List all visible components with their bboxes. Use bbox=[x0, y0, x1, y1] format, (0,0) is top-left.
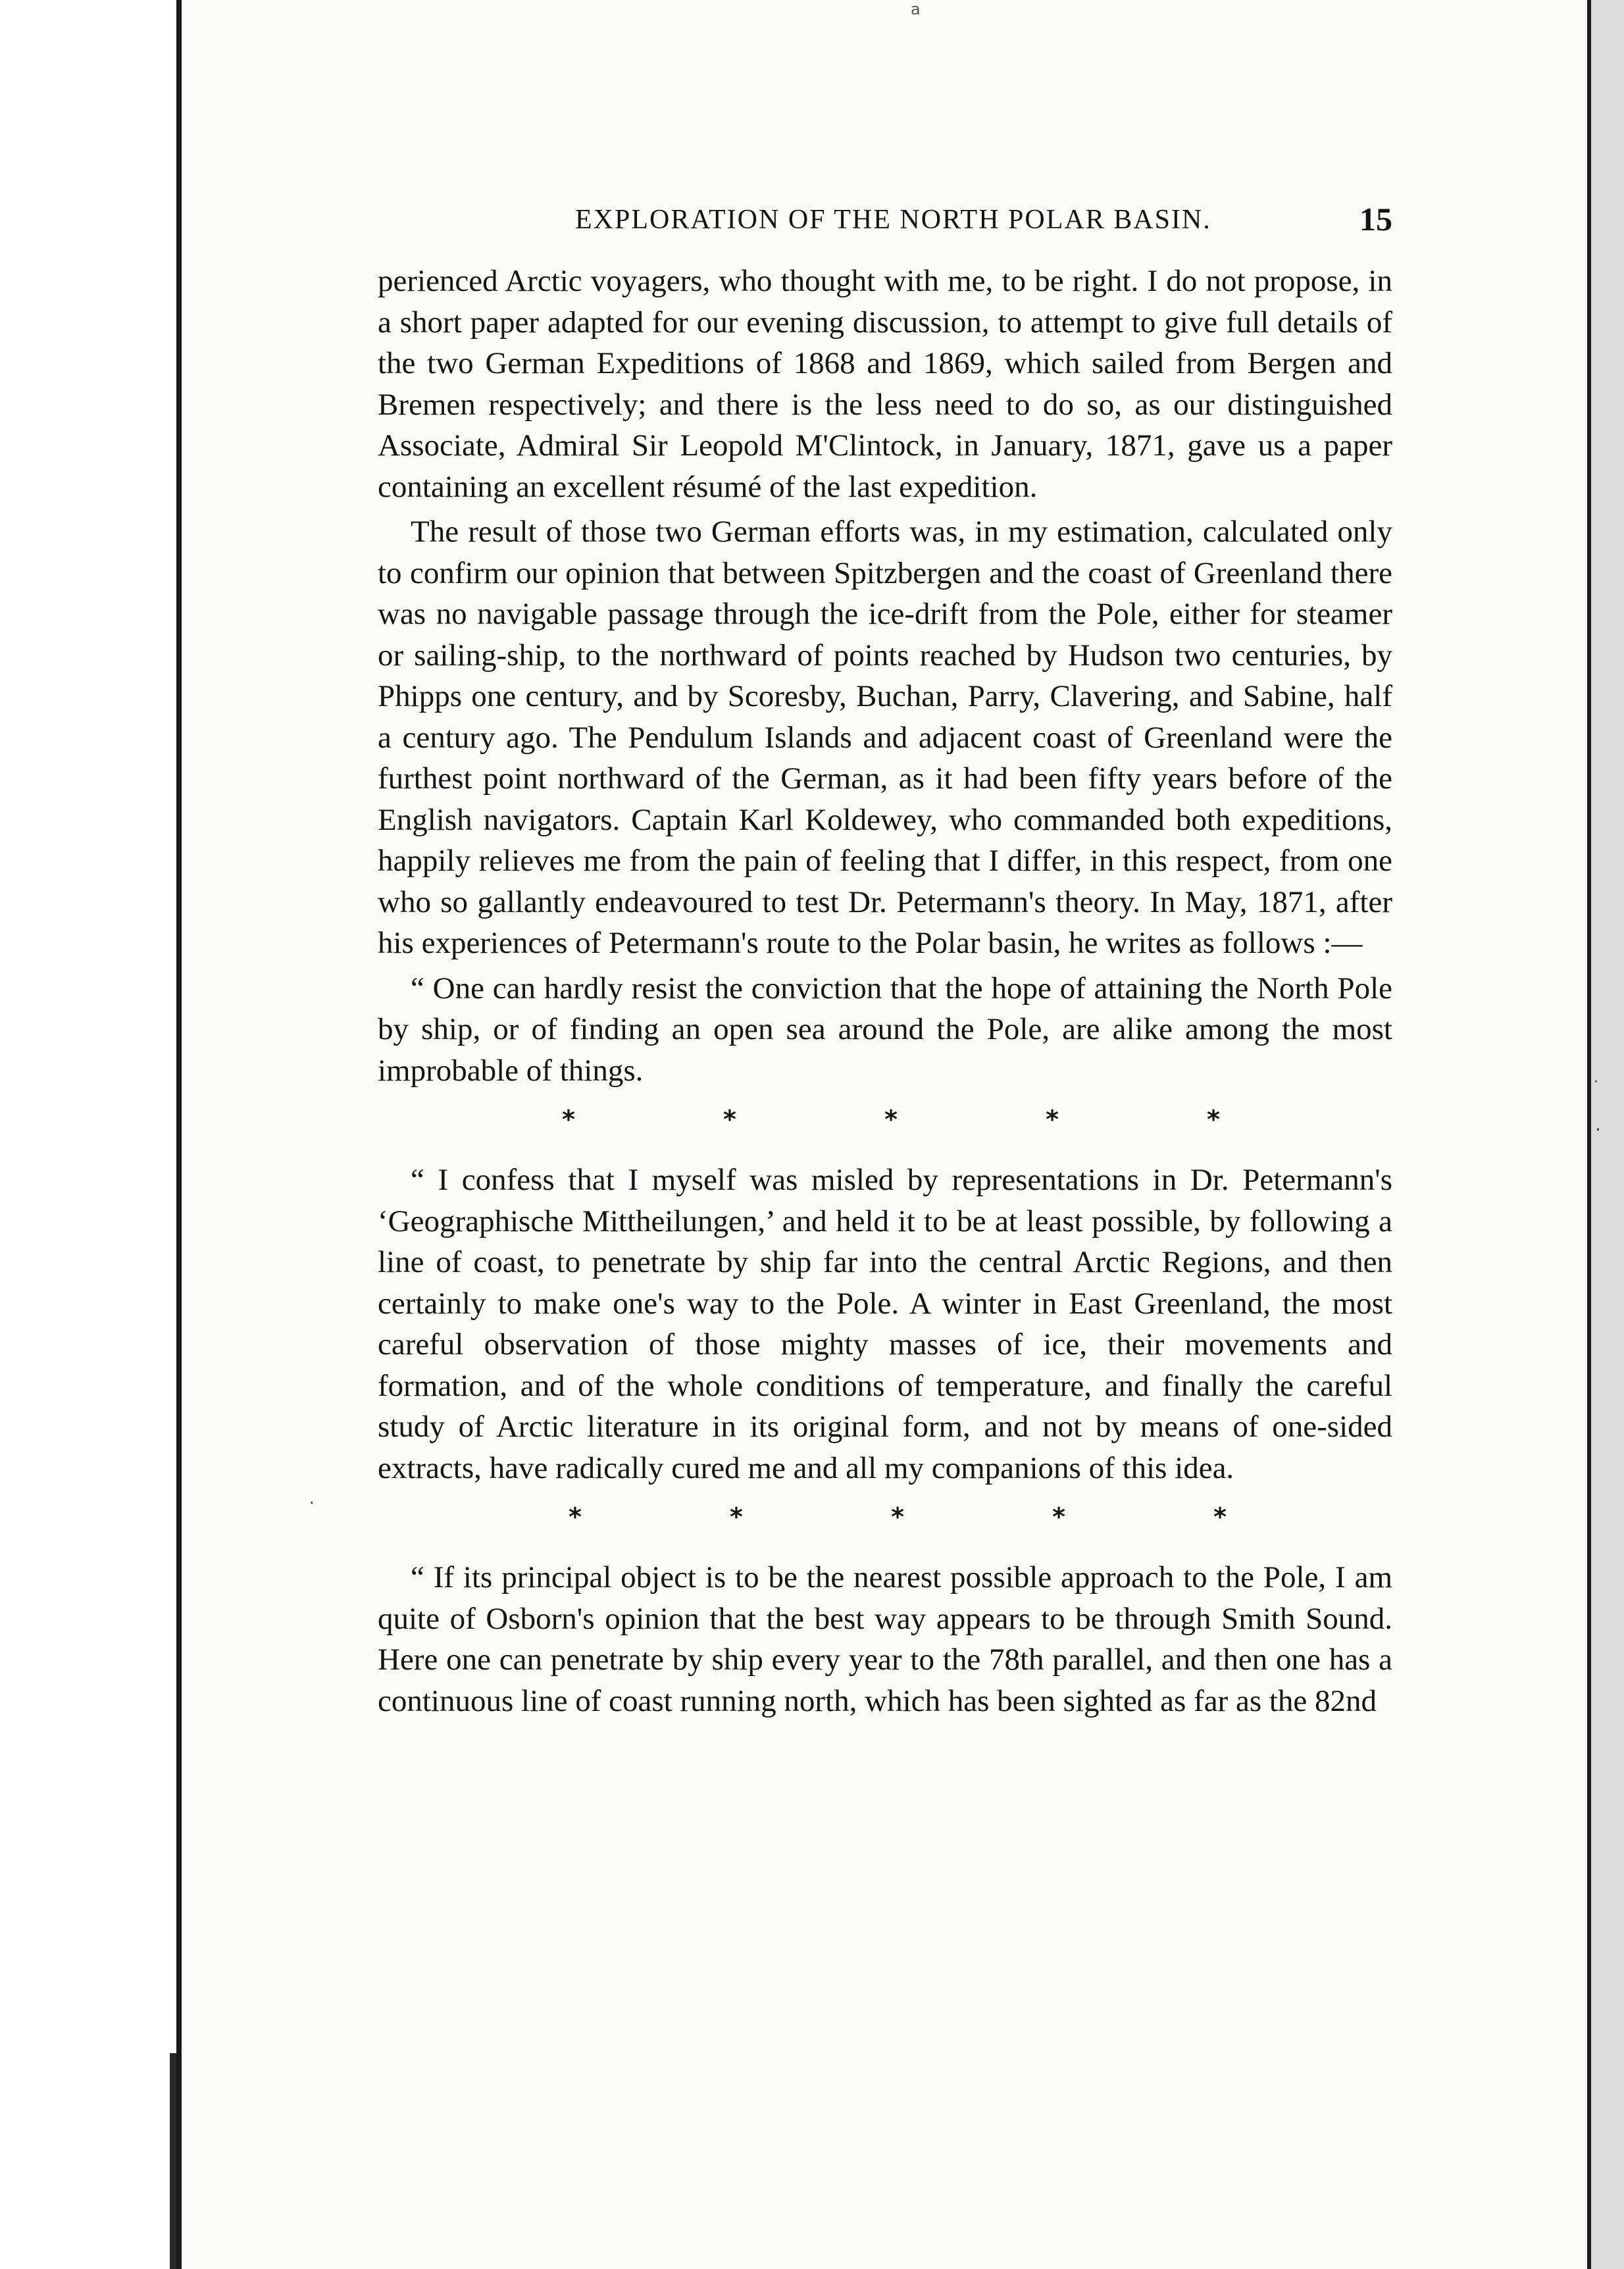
star-mark: * bbox=[730, 1502, 743, 1531]
paragraph-continuation: perienced Arctic voyagers, who thought with me, to be right. I do not propose, in a short paper adapted for our evening discussion, to attempt to give full details of the two German Expeditions of 1868 and 1869, which sailed from Bergen and Bremen respectively; and there is the less need to do so, as our distinguished Associate, Admiral Sir Leopold M'Clintock, in January, 1871, gave us a paper containing an excellent résumé of the last expedition. bbox=[378, 264, 1392, 504]
margin-speck: · bbox=[1594, 1074, 1598, 1090]
ellipsis-stars bbox=[378, 1496, 1227, 1537]
page-binding-edge bbox=[176, 0, 182, 2269]
page-binding-shadow bbox=[170, 2053, 176, 2269]
star-mark: * bbox=[1213, 1502, 1227, 1531]
margin-speck: · bbox=[1595, 1119, 1601, 1140]
star-mark: * bbox=[1046, 1105, 1059, 1134]
star-mark: * bbox=[723, 1105, 736, 1134]
margin-speck: · bbox=[309, 1494, 315, 1512]
top-margin-mark: a bbox=[911, 0, 921, 18]
star-mark: * bbox=[562, 1105, 575, 1134]
block-quote: “ I confess that I myself was misled by representations in Dr. Petermann's ‘Geographische Mittheilungen,’ and held it to be at least possible, by following a line of coast, to penetrate by ship far into the central Arctic Regions, and then certainly to make one's way to the Pole. A winter in East Greenland, the most careful observation of those mighty masses of ice, their movements and formation, and of the whole conditions of temperature, and finally the careful study of Arctic literature in its original form, and not by means of one-sided extracts, have radically cured me and all my companions of this idea. bbox=[378, 1163, 1392, 1485]
running-head: EXPLORATION OF THE NORTH POLAR BASIN. bbox=[575, 205, 1211, 235]
block-quote: “ If its principal object is to be the nearest possible approach to the Pole, I am quite of Osborn's opinion that the best way appears to be through Smith Sound. Here one can penetrate by ship every year to the 78th parallel, and then one has a continuous line of coast running north, which has been sighted as far as the 82nd bbox=[378, 1560, 1392, 1718]
star-mark: * bbox=[891, 1502, 904, 1531]
block-quote: “ One can hardly resist the conviction that the hope of attaining the North Pole by ship, or of finding an open sea around the Pole, are alike among the most improbable of things. bbox=[378, 971, 1392, 1088]
page-header bbox=[378, 197, 1392, 237]
star-mark: * bbox=[884, 1105, 898, 1134]
star-mark: * bbox=[1052, 1502, 1065, 1531]
star-mark: * bbox=[1207, 1105, 1220, 1134]
star-mark: * bbox=[569, 1502, 582, 1531]
page-body bbox=[378, 261, 1392, 1721]
paragraph: The result of those two German efforts was, in my estimation, calculated only to confirm our opinion that between Spitzbergen and the coast of Greenland there was no navigable passage through the ice-drift from the Pole, either for steamer or sailing-ship, to the northward of points reached by Hudson two centuries, by Phipps one century, and by Scoresby, Buchan, Parry, Clavering, and Sabine, half a century ago. The Pendulum Islands and adjacent coast of Greenland were the furthest point northward of the German, as it had been fifty years before of the English navigators. Captain Karl Koldewey, who commanded both expeditions, happily relieves me from the pain of feeling that I differ, in this respect, from one who so gallantly endeavoured to test Dr. Petermann's theory. In May, 1871, after his experiences of Petermann's route to the Polar basin, he writes as follows :— bbox=[378, 515, 1392, 960]
page-number: 15 bbox=[1359, 201, 1392, 238]
ellipsis-stars bbox=[378, 1099, 1220, 1140]
